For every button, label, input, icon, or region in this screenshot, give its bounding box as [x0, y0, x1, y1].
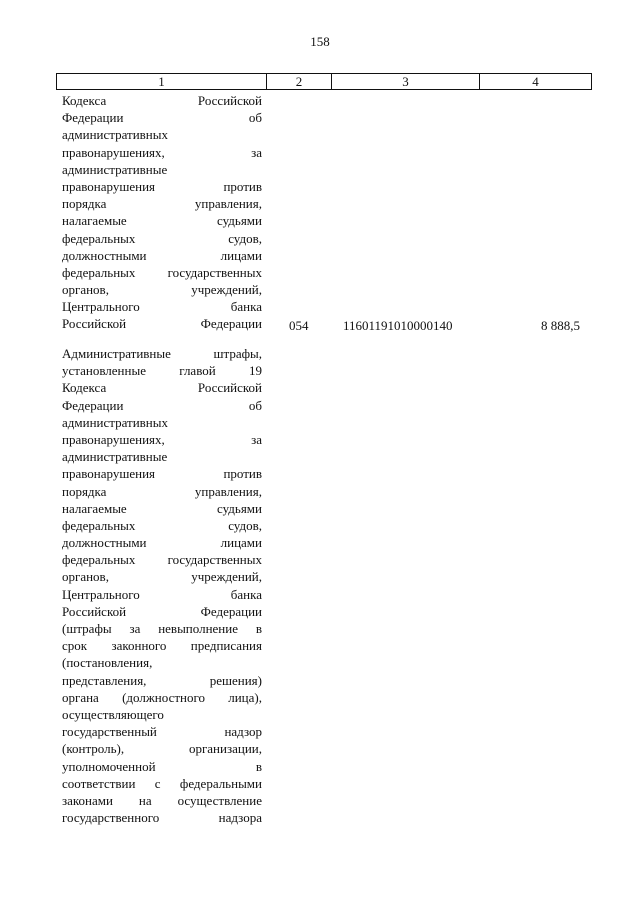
text-line [62, 431, 262, 448]
text-line [62, 195, 262, 212]
word: штрафы, [213, 346, 262, 361]
text-line [62, 448, 262, 465]
text-line [62, 178, 262, 195]
word: с [154, 775, 161, 791]
word: установленные [62, 363, 146, 379]
word: лица), [228, 689, 262, 705]
word: порядка [62, 196, 107, 212]
word: административных [62, 127, 168, 143]
text-line [62, 345, 262, 362]
table-header [56, 73, 592, 90]
word: невыполнение [158, 621, 238, 636]
word: судов, [228, 517, 262, 533]
word: Российской [197, 93, 262, 108]
column-header-3: 3 [332, 74, 480, 90]
text-line [62, 362, 262, 379]
word: осуществляющего [62, 706, 164, 722]
word: организации, [188, 741, 262, 757]
word: государственного [62, 810, 160, 826]
text-line [62, 603, 262, 620]
word: на [138, 792, 152, 808]
word: правонарушениях, [62, 431, 165, 447]
word: административные [62, 449, 168, 465]
text-line [62, 483, 262, 500]
word: в [255, 758, 262, 774]
word: Федерации [62, 110, 124, 126]
text-line [62, 264, 262, 281]
word: государственных [167, 552, 262, 568]
text-line [62, 247, 262, 264]
word: Федерации [62, 397, 124, 413]
word: учреждений, [191, 282, 262, 298]
text-line [62, 672, 262, 689]
word: лицами [220, 535, 262, 551]
text-line [62, 500, 262, 517]
word: в [255, 621, 262, 636]
word: Российской [62, 603, 127, 619]
word: за [251, 431, 262, 447]
amount: 8 888,5 [541, 318, 580, 333]
word: Российской [62, 316, 127, 332]
word: должностными [62, 247, 147, 263]
text-line [62, 637, 262, 654]
word: Федерации [200, 316, 262, 332]
word: представления, [62, 672, 147, 688]
text-line [62, 740, 262, 757]
text-line [62, 465, 262, 482]
word: правонарушениях, [62, 144, 165, 160]
text-line [62, 161, 262, 178]
text-line [62, 92, 262, 109]
word: Административные [62, 346, 171, 361]
word: органа [62, 689, 99, 705]
text-line [62, 568, 262, 585]
word: судьями [217, 213, 262, 229]
word: за [251, 144, 262, 160]
word: (постановления, [62, 655, 153, 671]
word: правонарушения [62, 466, 156, 482]
row-description-1 [62, 92, 262, 333]
word: решения) [209, 672, 262, 688]
word: надзора [218, 810, 262, 826]
word: органов, [62, 282, 109, 298]
word: административных [62, 414, 168, 430]
text-line [62, 414, 262, 431]
text-line [62, 689, 262, 706]
row-description-2 [62, 345, 262, 826]
text-line [62, 809, 262, 826]
word: государственных [167, 264, 262, 280]
column-header-2: 2 [267, 74, 332, 90]
word: банка [230, 299, 262, 315]
text-line [62, 706, 262, 723]
word: порядка [62, 483, 107, 499]
text-line [62, 758, 262, 775]
text-line [62, 397, 262, 414]
word: Кодекса [62, 380, 107, 396]
word: федеральными [179, 775, 262, 791]
word: Центрального [62, 299, 140, 315]
text-line [62, 654, 262, 671]
word: банка [230, 586, 262, 602]
text-line [62, 620, 262, 637]
word: уполномоченной [62, 758, 156, 774]
word: судов, [228, 230, 262, 246]
word: законами [62, 792, 113, 808]
word: предписания [190, 638, 262, 654]
text-line [62, 775, 262, 792]
word: учреждений, [191, 569, 262, 585]
word: федеральных [62, 230, 136, 246]
word: налагаемые [62, 500, 127, 516]
word: Российской [197, 380, 262, 396]
word: об [248, 110, 262, 126]
text-line [62, 315, 262, 332]
text-line [62, 230, 262, 247]
word: федеральных [62, 264, 136, 280]
word: надзор [224, 724, 262, 740]
text-line [62, 517, 262, 534]
text-line [62, 723, 262, 740]
word: правонарушения [62, 178, 156, 194]
word: налагаемые [62, 213, 127, 229]
word: Кодекса [62, 93, 107, 108]
word: осуществление [177, 792, 262, 808]
word: Федерации [200, 603, 262, 619]
text-line [62, 281, 262, 298]
text-line [62, 126, 262, 143]
text-line [62, 586, 262, 603]
text-line [62, 379, 262, 396]
text-line [62, 212, 262, 229]
admin-code: 054 [289, 318, 309, 333]
word: административные [62, 161, 168, 177]
word: управления, [194, 483, 262, 499]
word: органов, [62, 569, 109, 585]
word: должностными [62, 535, 147, 551]
word: законного [111, 638, 167, 654]
text-line [62, 298, 262, 315]
word: за [129, 621, 141, 636]
word: судьями [217, 500, 262, 516]
word: (должностного [122, 689, 206, 705]
word: управления, [194, 196, 262, 212]
income-code: 11601191010000140 [343, 318, 453, 333]
word: соответствии [62, 775, 136, 791]
word: главой [179, 363, 216, 379]
text-line [62, 792, 262, 809]
word: против [223, 178, 262, 194]
text-line [62, 109, 262, 126]
word: Центрального [62, 586, 140, 602]
text-line [62, 144, 262, 161]
word: об [248, 397, 262, 413]
word: (штрафы [62, 621, 112, 636]
word: федеральных [62, 552, 136, 568]
word: государственный [62, 724, 157, 740]
word: срок [62, 638, 88, 654]
word: лицами [220, 247, 262, 263]
word: 19 [248, 363, 262, 379]
text-line [62, 551, 262, 568]
text-line [62, 534, 262, 551]
word: (контроль), [62, 741, 125, 757]
word: против [223, 466, 262, 482]
word: федеральных [62, 517, 136, 533]
column-header-1: 1 [57, 74, 267, 90]
page-number: 158 [310, 34, 330, 49]
column-header-4: 4 [480, 74, 592, 90]
